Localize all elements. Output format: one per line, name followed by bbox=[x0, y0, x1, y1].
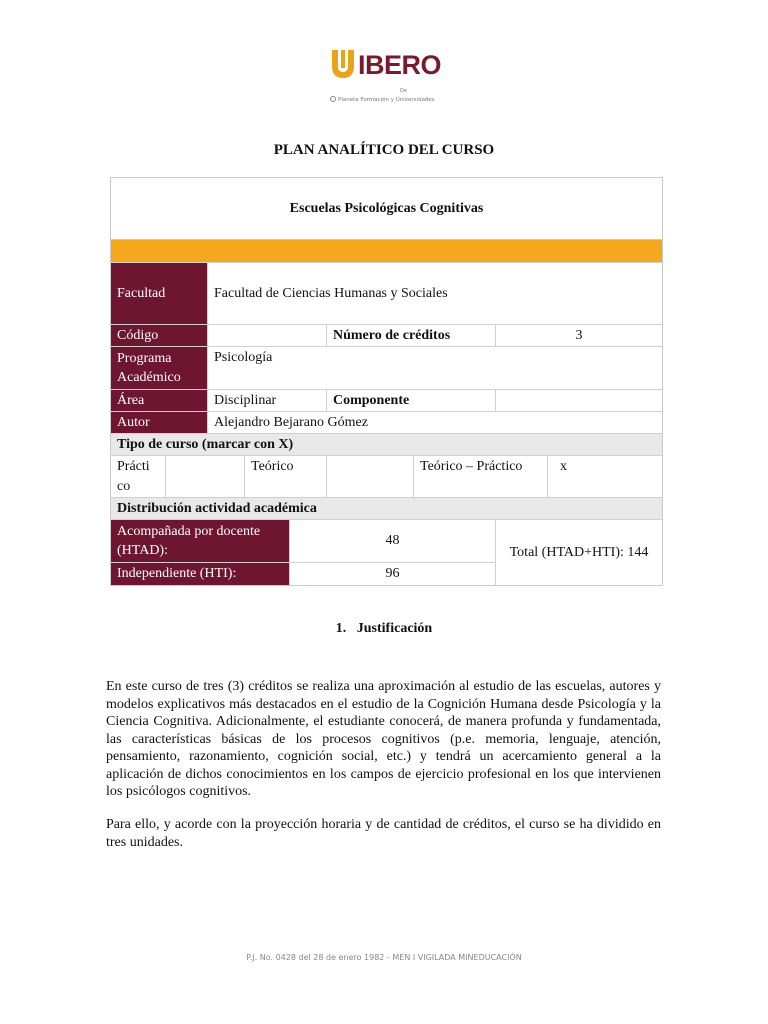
distribucion-label: Distribución actividad académica bbox=[117, 500, 317, 516]
programa-label-line1: Programa bbox=[117, 351, 172, 366]
total-hours: Total (HTAD+HTI): 144 bbox=[495, 520, 662, 585]
facultad-value: Facultad de Ciencias Humanas y Sociales bbox=[207, 263, 662, 324]
globe-icon bbox=[330, 96, 336, 102]
practico-label-line2: co bbox=[117, 478, 131, 494]
area-label: Área bbox=[111, 390, 207, 411]
facultad-label: Facultad bbox=[111, 263, 207, 324]
acompanada-row bbox=[111, 520, 495, 562]
ibero-u-mark-icon bbox=[330, 48, 356, 80]
logo-de-text: De bbox=[400, 88, 407, 94]
autor-label: Autor bbox=[111, 412, 207, 433]
orange-divider-band bbox=[111, 240, 662, 262]
programa-label-line2: Académico bbox=[117, 370, 181, 385]
planeta-label: Planeta Formación y Universidades bbox=[338, 97, 435, 103]
creditos-label: Número de créditos bbox=[326, 325, 495, 346]
hours-block bbox=[111, 520, 495, 585]
independiente-value: 96 bbox=[289, 563, 495, 585]
table-row-distribucion-header bbox=[111, 497, 662, 519]
table-row-programa bbox=[111, 346, 662, 389]
table-row-tipo-options bbox=[111, 455, 662, 497]
section-number: 1. bbox=[335, 621, 347, 636]
practico-mark bbox=[165, 456, 244, 497]
teorico-practico-mark: x bbox=[547, 456, 662, 497]
course-name: Escuelas Psicológicas Cognitivas bbox=[111, 178, 662, 240]
acompanada-label bbox=[111, 520, 289, 562]
table-row-tipo-header bbox=[111, 433, 662, 455]
codigo-value bbox=[207, 325, 326, 346]
teorico-mark bbox=[326, 456, 413, 497]
programa-value: Psicología bbox=[207, 347, 662, 389]
practico-label-line1: Prácti bbox=[117, 458, 150, 474]
acompanada-label-line2: (HTAD): bbox=[117, 543, 168, 559]
teorico-practico-option: Teórico – Práctico bbox=[413, 456, 547, 497]
paragraph-justificacion: En este curso de tres (3) créditos se realiza una aproximación al estudio de las escuelas, autores y modelos explicativos más destacados en el estudio de la Cognición Humana desde Psicología y la Ciencia Cognitiva. Adicionalmente, el estudiante conocerá, de manera profunda y fundamentada, las características básicas de los procesos cognitivos (p.e. memoria, lenguaje, atención, pensamiento, razonamiento, cognición social, etc.) y tendrá un acercamiento general a la aplicación de dichos conocimientos en los campos de ejercicio profesional en los que intervienen los psicólogos cognitivos. bbox=[106, 679, 661, 799]
componente-value bbox=[495, 390, 662, 411]
logo-wordmark: IBERO bbox=[358, 50, 442, 80]
creditos-value: 3 bbox=[495, 325, 662, 346]
acompanada-value: 48 bbox=[289, 520, 495, 562]
page-title: PLAN ANALÍTICO DEL CURSO bbox=[273, 142, 495, 158]
logo-planeta-text bbox=[330, 96, 450, 103]
practico-option bbox=[111, 456, 165, 497]
table-row-distribucion bbox=[111, 519, 662, 585]
table-row-facultad bbox=[111, 262, 662, 324]
tipo-label: Tipo de curso (marcar con X) bbox=[117, 436, 294, 452]
componente-label: Componente bbox=[326, 390, 495, 411]
area-value: Disciplinar bbox=[207, 390, 326, 411]
acompanada-label-line1: Acompañada por docente bbox=[117, 524, 261, 540]
independiente-row bbox=[111, 562, 495, 585]
course-info-table bbox=[110, 177, 663, 586]
table-row-autor bbox=[111, 411, 662, 433]
teorico-option: Teórico bbox=[244, 456, 326, 497]
paragraph-unidades: Para ello, y acorde con la proyección horaria y de cantidad de créditos, el curso se ha dividido en tres unidades. bbox=[106, 817, 661, 850]
table-row-codigo bbox=[111, 324, 662, 346]
codigo-label: Código bbox=[111, 325, 207, 346]
table-row-area bbox=[111, 389, 662, 411]
programa-label bbox=[111, 347, 207, 389]
autor-value: Alejandro Bejarano Gómez bbox=[207, 412, 662, 433]
page-footer: P.J. No. 0428 del 28 de enero 1982 - MEN I VIGILADA MINEDUCACIÓN bbox=[246, 953, 522, 962]
independiente-label: Independiente (HTI): bbox=[111, 563, 289, 585]
ibero-logo bbox=[330, 48, 445, 110]
section-heading-justificacion bbox=[0, 621, 768, 637]
section-title: Justificación bbox=[356, 621, 433, 636]
